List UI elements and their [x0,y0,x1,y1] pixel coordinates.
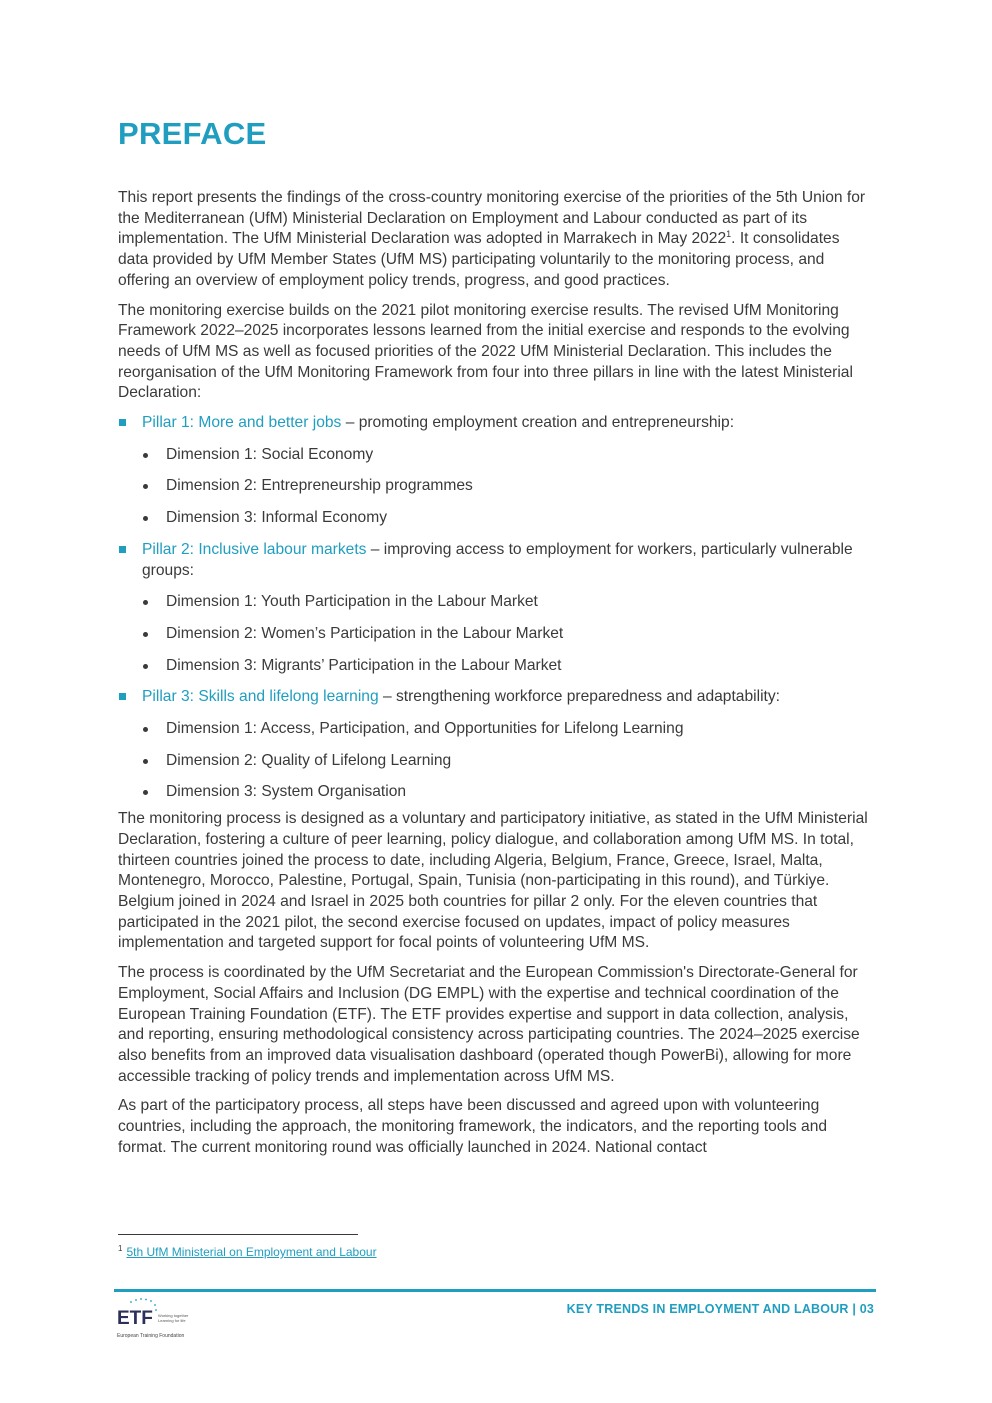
footnote-ref[interactable]: 1 [726,229,732,240]
page-title: PREFACE [118,116,267,151]
pillar-2-dimensions [118,592,874,676]
list-item [118,782,874,803]
dimension-label: Dimension 2: Quality of Lifelong Learning [166,751,452,769]
pillar-2 [118,540,874,581]
bullet-dot-icon [143,664,148,669]
dimension-label: Dimension 3: System Organisation [166,783,407,801]
list-item [118,445,874,466]
pillar-3 [118,687,874,708]
list-item [118,656,874,677]
paragraph-participatory: As part of the participatory process, all steps have been discussed and agreed upon with volunteering countries, including the approach, the monitoring framework, the indicators, and the reporting tools and format. The current monitoring round was officially launched in 2024. National contact [118,1097,828,1156]
svg-text:ETF: ETF [117,1308,153,1329]
dimension-label: Dimension 2: Women’s Participation in the Labour Market [166,624,564,642]
svg-text:European Training Foundation: European Training Foundation [117,1333,185,1339]
dimension-label: Dimension 2: Entrepreneurship programmes [166,477,473,495]
paragraph-intro [118,188,874,292]
running-footer: KEY TRENDS IN EMPLOYMENT AND LABOUR | 03 [566,1302,874,1316]
list-item [118,624,874,645]
pillar-2-name: Pillar 2: Inclusive labour markets [142,540,367,558]
paragraph-intro-text-1: This report presents the findings of the cross-country monitoring exercise of the priorities of the 5th Union for the Mediterranean (UfM) Ministerial Declaration on Employment and Labour conducted as part of its implementation. The UfM Ministerial Declaration was adopted in Marrakech in May 2022 [118,189,866,248]
bullet-dot-icon [143,790,148,795]
svg-text:Working together: Working together [158,1313,189,1318]
pillar-2-desc: – improving access to employment for workers, particularly vulnerable groups: [142,540,853,579]
etf-logo [116,1297,196,1341]
paragraph-process: The monitoring process is designed as a voluntary and participatory initiative, as stated in the UfM Ministerial Declaration, fostering a culture of peer learning, policy dialogue, and collaboration among UfM MS. In total, thirteen countries joined the process to date, including Algeria, Belgium, France, Greece, Israel, Malta, Montenegro, Morocco, Palestine, Portugal, Spain, Tunisia (non-participating in this round), and Türkiye. Belgium joined in 2024 and Israel in 2025 both countries for pillar 2 only. For the eleven countries that participated in the 2021 pilot, the second exercise focused on updates, impact of policy measures implementation and targeted support for focal points of volunteering UfM MS. [118,810,868,952]
footer-divider [114,1289,876,1292]
list-item [118,719,874,740]
list-item [118,508,874,529]
dimension-label: Dimension 1: Youth Participation in the Labour Market [166,593,538,611]
footnote-divider [118,1234,358,1235]
paragraph-coordination: The process is coordinated by the UfM Secretariat and the European Commission's Directorate-General for Employment, Social Affairs and Inclusion (DG EMPL) with the expertise and technical coordination of the European Training Foundation (ETF). The ETF provides expertise and support in data collection, analysis, and reporting, ensuring methodological consistency across participating countries. The 2024–2025 exercise also benefits from an improved data visualisation dashboard (operated though PowerBi), allowing for more accessible tracking of policy trends and implementation across UfM MS. [118,964,860,1085]
square-bullet-icon [119,419,126,426]
bullet-dot-icon [143,600,148,605]
svg-text:Learning for life: Learning for life [158,1318,186,1323]
main-content [118,188,874,1167]
pillar-1-dimensions [118,445,874,529]
square-bullet-icon [119,546,126,553]
bullet-dot-icon [143,632,148,637]
list-item [118,751,874,772]
dimension-label: Dimension 3: Migrants’ Participation in the Labour Market [166,656,562,674]
pillar-1-desc: – promoting employment creation and entrepreneurship: [341,414,735,432]
bullet-dot-icon [143,516,148,521]
pillar-1 [118,413,874,434]
dimension-label: Dimension 3: Informal Economy [166,509,388,527]
paragraph-intro-text-2: . It consolidates data provided by UfM Member States (UfM MS) participating voluntarily to the monitoring process, and offering an overview of employment policy trends, progress, and good practices. [118,230,840,289]
list-item [118,592,874,613]
dimension-label: Dimension 1: Social Economy [166,445,374,463]
list-item [118,476,874,497]
bullet-dot-icon [143,727,148,732]
footnote-link[interactable]: 5th UfM Ministerial on Employment and Labour [126,1245,377,1259]
pillar-3-name: Pillar 3: Skills and lifelong learning [142,688,379,706]
bullet-dot-icon [143,759,148,764]
dimension-label: Dimension 1: Access, Participation, and Opportunities for Lifelong Learning [166,720,684,738]
bullet-dot-icon [143,453,148,458]
footnote [118,1242,377,1259]
etf-logo-icon [116,1297,196,1341]
pillar-1-name: Pillar 1: More and better jobs [142,414,342,432]
square-bullet-icon [119,693,126,700]
paragraph-framework: The monitoring exercise builds on the 2021 pilot monitoring exercise results. The revised UfM Monitoring Framework 2022–2025 incorporates lessons learned from the initial exercise and responds to the evolving needs of UfM MS as well as focused priorities of the 2022 UfM Ministerial Declaration. This includes the reorganisation of the UfM Monitoring Framework from four into three pillars in line with the latest Ministerial Declaration: [118,301,853,402]
pillar-3-desc: – strengthening workforce preparedness and adaptability: [378,688,780,706]
pillar-3-dimensions [118,719,874,803]
bullet-dot-icon [143,484,148,489]
footnote-number: 1 [118,1244,123,1253]
